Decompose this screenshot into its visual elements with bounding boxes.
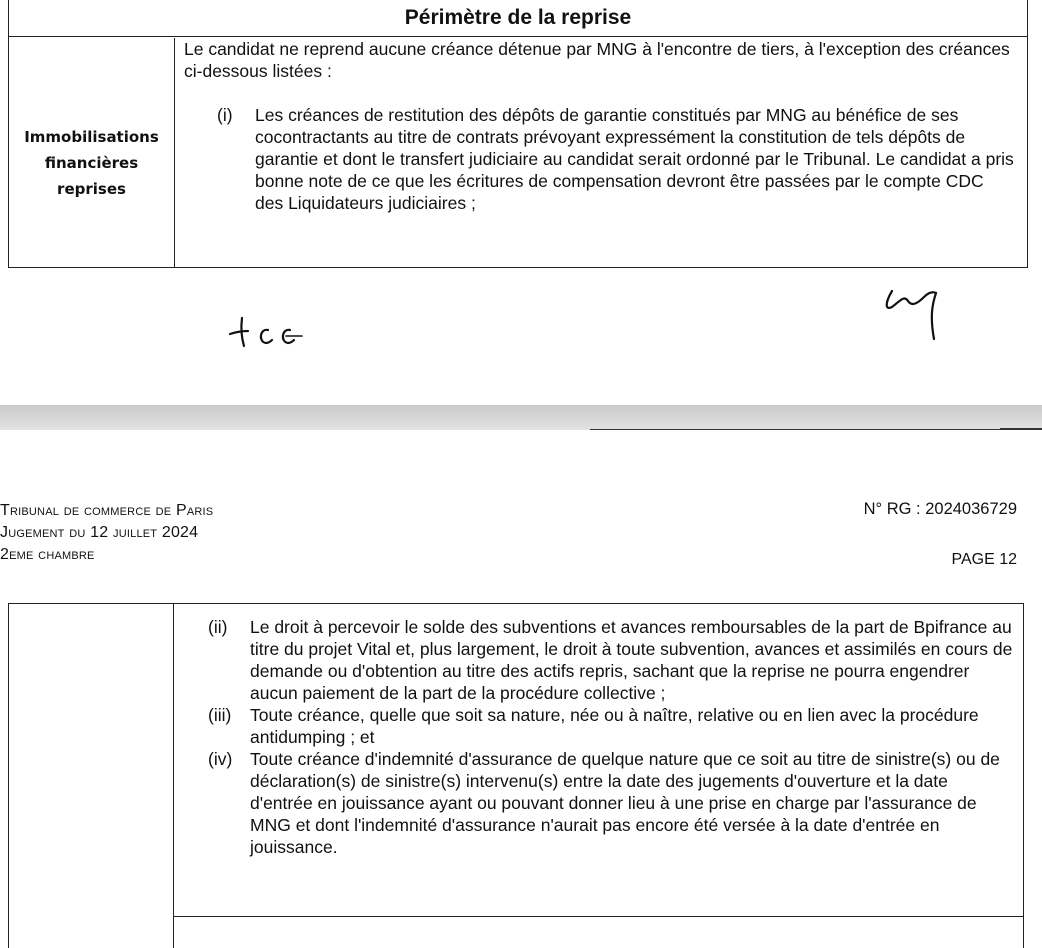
list-item-number: (iii) (208, 705, 232, 725)
chamber: 2eme chambre (0, 546, 95, 563)
list-item-number: (iv) (208, 749, 233, 769)
page-12 (0, 430, 1042, 945)
handwritten-initials-left (228, 312, 318, 352)
intro-paragraph: Le candidat ne reprend aucune créance détenue par MNG à l'encontre de tiers, à l'exception des créances ci-dessous listées : (184, 39, 1010, 81)
court-name: Tribunal de commerce de Paris (0, 502, 214, 519)
table-row-divider (173, 916, 1023, 917)
list-item-text: Les créances de restitution des dépôts de garantie constitués par MNG au bénéfice de ses cocontractants au titre de contrats prévoyant expressément la constitution de tels dépôts de garantie et dont le transfert judiciaire au candidat serait ordonné par le Tribunal. Le candidat a pris bonne note de ce que les écritures de compensation devront être passées par le compte CDC des Liquidateurs judiciaires ; (255, 105, 1014, 213)
rg-number: N° RG : 2024036729 (863, 500, 1017, 518)
row-label-cell (9, 38, 175, 267)
list-item (203, 704, 1013, 748)
list-item-number: (ii) (208, 617, 228, 637)
page-separator (0, 405, 1042, 430)
list-item-text: Le droit à percevoir le solde des subventions et avances remboursables de la part de Bpifrance au titre du projet Vital et, plus largement, le droit à toute subvention, avances et assimilés en cours de demande ou d'obtention au titre des actifs repris, sachant que la reprise ne pourra engendrer aucun paiement de la part de la procédure collective ; (250, 617, 1013, 703)
table-header: Périmètre de la reprise (9, 0, 1027, 37)
row-label: Immobilisations financières reprises (24, 128, 159, 198)
row-content-cell (184, 38, 1014, 267)
handwritten-initials-right (878, 283, 948, 343)
list-item-text: Toute créance, quelle que soit sa nature, née ou à naître, relative ou en lien avec la procédure antidumping ; et (250, 705, 979, 747)
row-content-cell (203, 616, 1013, 858)
list-item-number: (i) (217, 105, 233, 125)
row-label-cell (9, 604, 174, 948)
list-item (203, 748, 1013, 858)
page-top (0, 0, 1042, 405)
judgment-date: Jugement du 12 juillet 2024 (0, 524, 199, 541)
page-number: PAGE 12 (951, 551, 1017, 568)
perimeter-table (8, 0, 1028, 268)
perimeter-table-continued (8, 603, 1024, 948)
list-item (203, 616, 1013, 704)
list-item-text: Toute créance d'indemnité d'assurance de quelque nature que ce soit au titre de sinistre(s) ou de déclaration(s) de sinistre(s) intervenu(s) entre la date des jugements d'ouverture et la date d'entrée en jouissance ayant ou pouvant donner lieu à une prise en charge par l'assurance de MNG et dont l'indemnité d'assurance n'aurait pas encore été versée à la date d'entrée en jouissance. (250, 749, 1000, 857)
list-item (184, 104, 1014, 214)
